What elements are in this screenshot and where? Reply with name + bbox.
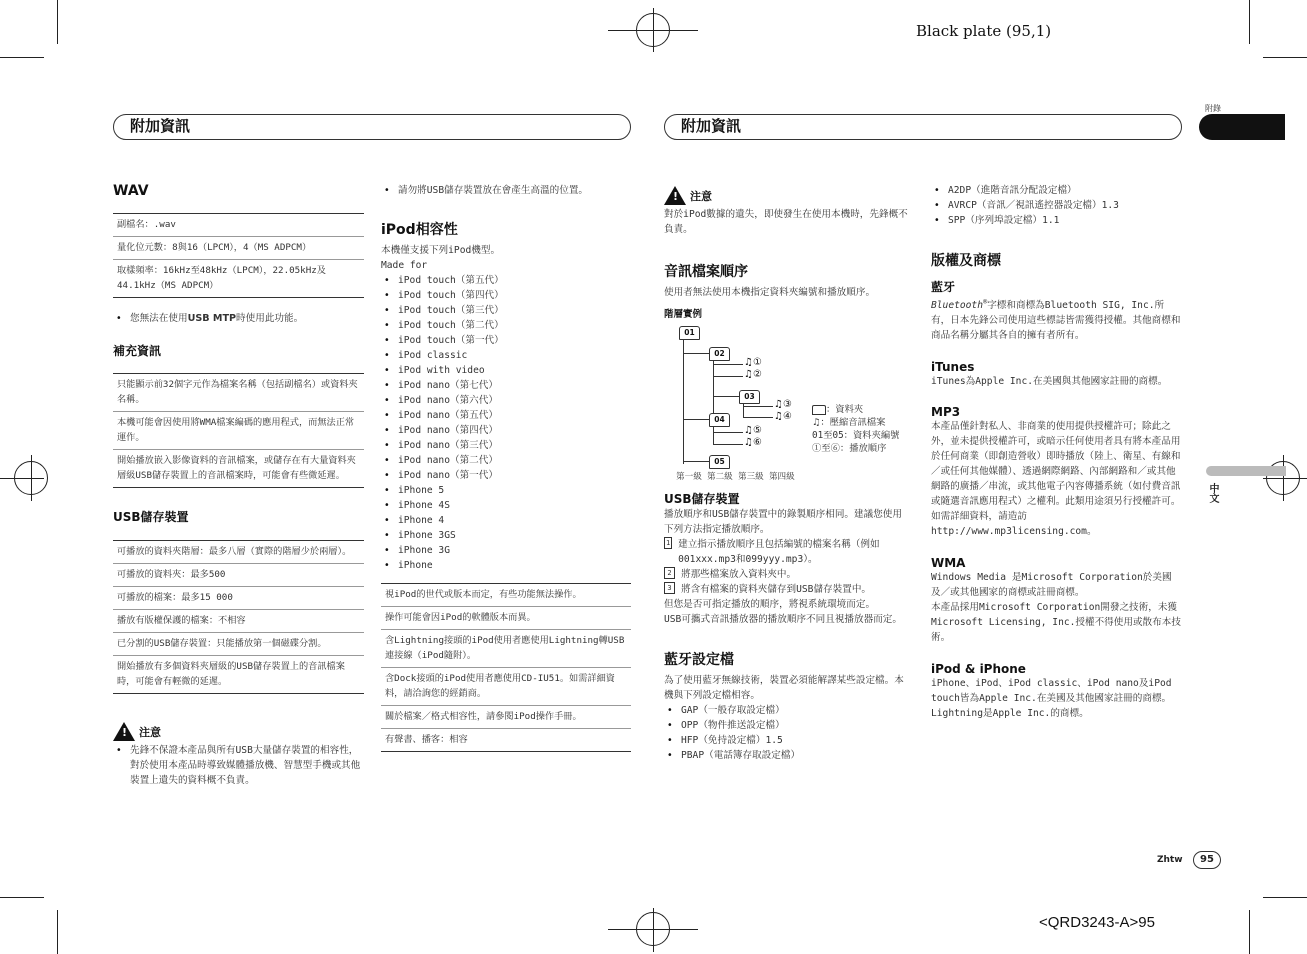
list-item: • iPhone xyxy=(381,558,631,573)
usb-storage-title: USB儲存裝置 xyxy=(113,510,189,524)
table-row: 可播放的檔案：最多15 000 xyxy=(113,586,364,609)
list-item: • iPod nano（第二代） xyxy=(381,453,631,468)
crop-mark xyxy=(0,897,44,898)
mtp-bold: USB MTP xyxy=(187,313,237,324)
wav-title: WAV xyxy=(113,183,149,199)
table-row: 含Dock接頭的iPod使用者應使用CD-IU51。如需詳細資料，請洽詢您的經銷商。 xyxy=(381,667,631,705)
language-code: Zhtw xyxy=(1157,855,1183,865)
table-row: 可播放的資料夾：最多500 xyxy=(113,563,364,586)
usb-steps xyxy=(664,537,910,597)
list-item: • AVRCP（音訊／視訊遙控器設定檔）1.3 xyxy=(931,198,1181,213)
list-item: • iPod nano（第六代） xyxy=(381,393,631,408)
list-item: • iPod touch（第三代） xyxy=(381,303,631,318)
top-bullets xyxy=(381,183,631,198)
bt-profile-title: 藍牙設定檔 xyxy=(664,652,734,668)
mtp-note xyxy=(113,311,364,326)
list-item: • iPod touch（第四代） xyxy=(381,288,631,303)
itunes-title: iTunes xyxy=(931,360,975,375)
list-item: • 請勿將USB儲存裝置放在會產生高溫的位置。 xyxy=(381,183,631,198)
table-row: 副檔名：.wav xyxy=(117,219,176,230)
lightning-text: Lightning是Apple Inc.的商標。 xyxy=(931,708,1089,720)
list-item: • iPod nano（第七代） xyxy=(381,378,631,393)
list-item: • iPhone 3GS xyxy=(381,528,631,543)
supplement-table xyxy=(113,373,364,488)
table-row: 取樣頻率：16kHz至48kHz（LPCM），22.05kHz及44.1kHz（MS ADPCM） xyxy=(113,259,364,297)
list-item: 1 建立指示播放順序且包括編號的檔案名稱（例如001xxx.mp3和099yyy.mp3）。 xyxy=(665,539,880,565)
folder-icon xyxy=(812,405,826,415)
list-item: • iPod classic xyxy=(381,348,631,363)
table-row: 量化位元數：8與16（LPCM），4（MS ADPCM） xyxy=(113,236,364,259)
mp3-title: MP3 xyxy=(931,405,961,420)
black-plate-label: Black plate (95,1) xyxy=(916,22,1052,40)
crop-mark xyxy=(0,57,44,58)
mp3-url: http://www.mp3licensing.com。 xyxy=(931,526,1097,538)
audio-order-text: 使用者無法使用本機指定資料夾編號和播放順序。 xyxy=(664,287,876,298)
list-item: • iPhone 4 xyxy=(381,513,631,528)
ipod-intro: 本機僅支援下列iPod機型。 xyxy=(381,245,501,256)
list-item: 2 將那些檔案放入資料夾中。 xyxy=(664,567,910,582)
registration-circle-icon xyxy=(14,461,48,495)
column-3 xyxy=(664,186,910,763)
list-item: • PBAP（電話簿存取設定檔） xyxy=(664,748,910,763)
list-item: • iPod touch（第二代） xyxy=(381,318,631,333)
crop-mark xyxy=(57,0,58,44)
column-2 xyxy=(381,183,631,752)
document-code: <QRD3243-A>95 xyxy=(1039,914,1155,931)
list-item: • iPod nano（第四代） xyxy=(381,423,631,438)
music-note-icon: ♫ xyxy=(812,417,821,428)
itunes-text: iTunes為Apple Inc.在美國與其他國家註冊的商標。 xyxy=(931,376,1168,388)
caution-heading xyxy=(664,186,910,205)
ipod-compat-title: iPod相容性 xyxy=(381,222,458,238)
wma-title: WMA xyxy=(931,556,966,571)
column-4 xyxy=(931,183,1181,721)
section-header-right: 附加資訊 xyxy=(664,114,1182,140)
hierarchy-label: 階層實例 xyxy=(664,309,703,320)
step-1-badge: 1 xyxy=(665,539,671,547)
list-item: 3 將含有檔案的資料夾儲存到USB儲存裝置中。 xyxy=(664,582,910,597)
folder-04-icon: 04 xyxy=(709,413,730,427)
list-item: • iPod touch（第五代） xyxy=(381,273,631,288)
caution-label: 注意 xyxy=(690,189,712,203)
wav-table xyxy=(113,213,364,298)
list-item: • iPod nano（第五代） xyxy=(381,408,631,423)
table-row: 關於檔案／格式相容性，請參閱iPod操作手冊。 xyxy=(381,705,631,728)
column-1 xyxy=(113,183,364,788)
list-item: • iPod nano（第三代） xyxy=(381,438,631,453)
list-item: • SPP（序列埠設定檔）1.1 xyxy=(931,213,1181,228)
table-row: 含Lightning接頭的iPod使用者應使用Lightning轉USB連接線（iPod隨附）。 xyxy=(381,629,631,667)
registration-circle-icon xyxy=(636,13,670,47)
list-item: • 先鋒不保證本產品與所有USB大量儲存裝置的相容性，對於使用本產品時導致媒體播放機、智慧型手機或其他裝置上遺失的資料概不負責。 xyxy=(113,743,364,788)
bt-text: 為了使用藍牙無線技術，裝置必須能解譯某些設定檔。本機與下列設定檔相容。 xyxy=(664,675,904,701)
folder-03-icon: 03 xyxy=(739,390,760,404)
list-item: • iPhone 4S xyxy=(381,498,631,513)
list-item: • OPP（物件推送設定檔） xyxy=(664,718,910,733)
crop-mark xyxy=(57,910,58,954)
music-note-icon: ♫⑤ xyxy=(744,425,762,436)
ipod-iphone-title: iPod & iPhone xyxy=(931,662,1026,677)
table-row: 只能顯示前32個字元作為檔案名稱（包括副檔名）或資料夾名稱。 xyxy=(117,379,358,405)
crop-mark xyxy=(1263,897,1307,898)
caution-text: 對於iPod數據的遺失，即使發生在使用本機時，先鋒概不負責。 xyxy=(664,209,908,235)
bluetooth-text: Bluetooth®字標和商標為Bluetooth SIG, Inc.所有，日本先鋒公司使用這些標誌皆需獲得授權。其他商標和商品名稱分屬其各自的擁有者所有。 xyxy=(931,298,1181,342)
mp3-text: 本產品僅針對私人、非商業的使用提供授權許可；除此之外，並未提供授權許可，或暗示任何使用者具有將本產品用於任何商業（即創造營收）即時播放（陸上、衛星、有線和／或任何其他媒體）、透過網際網路、內部網路和／或其他網路的廣播／串流，或其他電子內容傳播系統（如付費音訊或隨選音訊應用程式）之權利。此類用途須另行授權許可。如需詳細資料，請造訪 xyxy=(931,421,1181,523)
page-number: 95 xyxy=(1193,851,1221,869)
table-row: 視iPod的世代或版本而定，有些功能無法操作。 xyxy=(385,589,582,600)
table-row: 可播放的資料夾階層：最多八層（實際的階層少於兩層）。 xyxy=(117,546,352,557)
table-row: 開始播放有多個資料夾層級的USB儲存裝置上的音訊檔案時，可能會有輕微的延遲。 xyxy=(113,655,364,693)
usb-storage-title-2: USB儲存裝置 xyxy=(664,492,740,506)
registration-circle-icon xyxy=(636,912,670,946)
list-item: • A2DP（進階音訊分配設定檔） xyxy=(931,183,1181,198)
folder-05-icon: 05 xyxy=(709,455,730,469)
caution-heading xyxy=(113,722,364,741)
table-row: 本機可能會因使用將WMA檔案編碼的應用程式，而無法正常運作。 xyxy=(113,411,364,449)
crop-mark xyxy=(1263,57,1307,58)
music-note-icon: ♫③ xyxy=(774,399,792,410)
wma-text-1: Windows Media 是Microsoft Corporation於美國及／或其他國家的商標或註冊商標。 xyxy=(931,572,1172,599)
caution-label: 注意 xyxy=(139,725,161,739)
usb-after-1: 但您是否可指定播放的順序，將視系統環境而定。 xyxy=(664,599,876,610)
warning-icon: ! xyxy=(664,186,686,205)
warning-icon: ! xyxy=(113,722,135,741)
made-for: Made for xyxy=(381,260,428,271)
bluetooth-title: 藍牙 xyxy=(931,280,956,294)
list-item: • iPhone 3G xyxy=(381,543,631,558)
folder-01-icon: 01 xyxy=(679,326,700,340)
bt-profile-list xyxy=(664,703,910,763)
ipod-iphone-text: iPhone、iPod、iPod classic、iPod nano及iPod touch皆為Apple Inc.在美國及其他國家註冊的商標。 xyxy=(931,678,1172,705)
usb-after-2: USB可攜式音訊播放器的播放順序不同且視播放器而定。 xyxy=(664,614,902,625)
folder-02-icon: 02 xyxy=(709,347,730,361)
table-row: 已分割的USB儲存裝置：只能播放第一個磁碟分割。 xyxy=(113,632,364,655)
wma-text-2: 本產品採用Microsoft Corporation開發之技術，未獲Microsoft Licensing, Inc.授權不得使用或散布本技術。 xyxy=(931,602,1181,644)
levels-label: 第一級 第二級 第三級 第四級 xyxy=(676,472,795,482)
side-tab-gray xyxy=(1206,466,1286,476)
list-item: • HFP（免持設定檔）1.5 xyxy=(664,733,910,748)
crop-mark xyxy=(1249,910,1250,954)
list-item: • GAP（一般存取設定檔） xyxy=(664,703,910,718)
ipod-model-list xyxy=(381,273,631,573)
table-row: 開始播放嵌入影像資料的音訊檔案，或儲存在有大量資料夾層級USB儲存裝置上的音訊檔案時，可能會有些微延遲。 xyxy=(113,449,364,487)
caution-list xyxy=(113,743,364,788)
table-row: 操作可能會因iPod的軟體版本而異。 xyxy=(381,606,631,629)
step-3-badge: 3 xyxy=(664,582,675,594)
list-item: • 您無法在使用USB MTP時使用此功能。 xyxy=(113,311,364,326)
side-label-appendix: 附錄 xyxy=(1205,104,1221,113)
side-label-language: 中文 xyxy=(1207,483,1218,503)
profile-list-cont xyxy=(931,183,1181,228)
list-item: • iPod touch（第一代） xyxy=(381,333,631,348)
step-2-badge: 2 xyxy=(664,567,675,579)
copyright-title: 版權及商標 xyxy=(931,253,1001,269)
list-item: • iPhone 5 xyxy=(381,483,631,498)
ipod-notes-table xyxy=(381,583,631,752)
music-note-icon: ♫④ xyxy=(774,411,792,422)
music-note-icon: ♫② xyxy=(744,369,762,380)
usb-storage-table xyxy=(113,540,364,694)
usb-order-text: 播放順序和USB儲存裝置中的錄製順序相同。建議您使用下列方法指定播放順序。 xyxy=(664,509,902,535)
section-header-left: 附加資訊 xyxy=(113,114,631,140)
side-tab-black xyxy=(1199,114,1285,140)
table-row: 有聲書、播客：相容 xyxy=(381,728,631,751)
music-note-icon: ♫① xyxy=(744,357,762,368)
audio-order-title: 音訊檔案順序 xyxy=(664,264,748,280)
hierarchy-diagram xyxy=(664,324,910,482)
music-note-icon: ♫⑥ xyxy=(744,437,762,448)
supplement-title: 補充資訊 xyxy=(113,344,162,358)
legend: ：資料夾 ♫：壓縮音訊檔案 01至05：資料夾編號 ①至⑥：播放順序 xyxy=(812,404,900,454)
list-item: • iPod with video xyxy=(381,363,631,378)
crop-mark xyxy=(1249,0,1250,44)
table-row: 播放有版權保護的檔案：不相容 xyxy=(113,609,364,632)
list-item: • iPod nano（第一代） xyxy=(381,468,631,483)
